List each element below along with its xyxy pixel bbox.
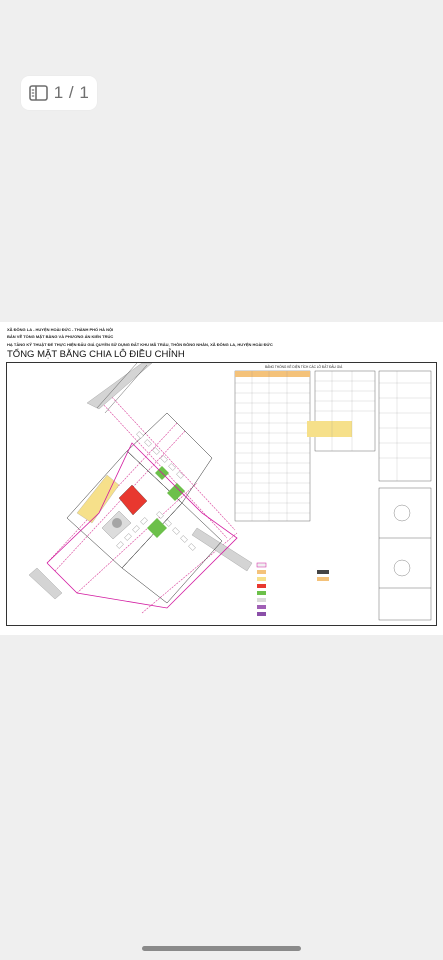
header-line-1: XÃ ĐÔNG LA - HUYỆN HOÀI ĐỨC - THÀNH PHỐ HÀ NỘI: [7, 327, 114, 332]
colored-zones: [77, 466, 185, 539]
document-page[interactable]: [0, 322, 443, 635]
sidebar-panel-icon: [29, 85, 48, 101]
site-plan-drawing: [7, 363, 436, 625]
table-title: BẢNG THỐNG KÊ DIỆN TÍCH CÁC LÔ ĐẤT ĐẤU GIÁ: [265, 365, 343, 369]
drawing-title: TỔNG MẶT BẰNG CHIA LÔ ĐIỀU CHỈNH: [7, 349, 185, 360]
page-indicator-pill[interactable]: [21, 76, 97, 110]
page-indicator-text: 1 / 1: [53, 83, 90, 102]
title-block: [379, 488, 431, 620]
drawing-frame: [6, 362, 437, 626]
statistics-table: [235, 364, 431, 521]
home-indicator[interactable]: [142, 946, 301, 951]
header-line-3: HẠ TẦNG KỸ THUẬT ĐỂ THỰC HIỆN ĐẤU GIÁ QUYỀN SỬ DỤNG ĐẤT KHU MÃ TRÂU, THÔN ĐÔNG NHÂN, XÃ ĐÔNG LA, HUYỆN HOÀI ĐỨC: [7, 342, 273, 347]
road-surfaces: [29, 363, 252, 599]
header-line-2: BẢN VẼ TỔNG MẶT BẰNG VÀ PHƯƠNG ÁN KIẾN TRÚC: [7, 334, 114, 339]
legend: [257, 563, 329, 616]
